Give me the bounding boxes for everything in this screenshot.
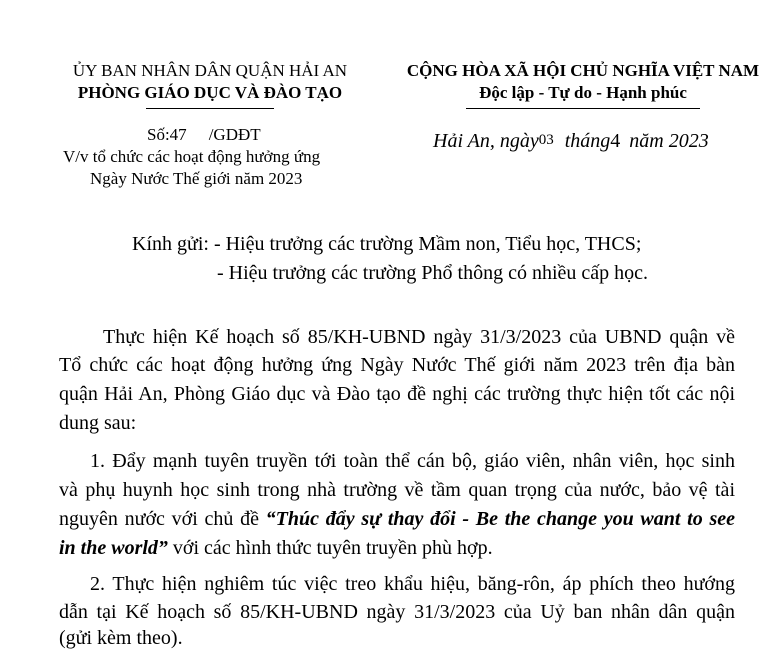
doc-number-prefix: Số:47: [147, 125, 187, 144]
paragraph-2-line-3: [59, 505, 735, 533]
date-year: năm 2023: [629, 130, 709, 152]
authority-name: ỦY BAN NHÂN DÂN QUẬN HẢI AN: [72, 61, 348, 80]
country-name: CỘNG HÒA XÃ HỘI CHỦ NGHĨA VIỆT NAM: [406, 61, 760, 80]
paragraph-2-line-3-text: nguyên nước với chủ đề: [59, 508, 266, 530]
date-place-label: Hải An, ngày: [433, 130, 539, 152]
date-month: 4: [610, 130, 621, 152]
recipients-label: Kính gửi:: [132, 233, 209, 255]
subject-line-2: Ngày Nước Thế giới năm 2023: [90, 169, 303, 188]
campaign-theme-end: in the world”: [59, 537, 168, 559]
subject-line-1: V/v tổ chức các hoạt động hưởng ứng: [63, 147, 321, 166]
paragraph-2-line-1: 1. Đẩy mạnh tuyên truyền tới toàn thể cán bộ, giáo viên, nhân viên, học sinh: [90, 450, 735, 472]
date-month-label: tháng: [564, 130, 611, 152]
national-motto: [393, 60, 773, 104]
paragraph-3-line-3: (gửi kèm theo).: [59, 627, 183, 649]
document-date: [433, 130, 709, 153]
motto: Độc lập - Tự do - Hạnh phúc: [479, 83, 687, 102]
document-number: [147, 125, 261, 145]
department-name: PHÒNG GIÁO DỤC VÀ ĐÀO TẠO: [77, 83, 343, 102]
paragraph-1-line-3: quận Hải An, Phòng Giáo dục và Đào tạo đề nghị các trường thực hiện tốt các nội: [59, 383, 735, 405]
paragraph-2-line-4: [59, 534, 735, 562]
campaign-theme: “Thúc đẩy sự thay đổi - Be the change you want to see: [265, 508, 735, 530]
paragraph-1-line-2: Tổ chức các hoạt động hưởng ứng Ngày Nước Thế giới năm 2023 trên địa bàn: [59, 354, 735, 376]
paragraph-3-line-1: 2. Thực hiện nghiêm túc việc treo khẩu hiệu, băng-rôn, áp phích theo hướng: [90, 573, 735, 595]
paragraph-3-line-2: dẫn tại Kế hoạch số 85/KH-UBND ngày 31/3/2023 của Uỷ ban nhân dân quận: [59, 601, 735, 623]
doc-number-suffix: /GDĐT: [208, 125, 261, 144]
paragraph-2-line-4-text: với các hình thức tuyên truyền phù hợp.: [167, 537, 493, 559]
issuing-authority: [55, 60, 365, 104]
recipient-1: - Hiệu trưởng các trường Mầm non, Tiểu học, THCS;: [213, 233, 642, 255]
left-header-underline: [146, 108, 274, 109]
paragraph-1-line-1: Thực hiện Kế hoạch số 85/KH-UBND ngày 31/3/2023 của UBND quận về: [103, 326, 735, 348]
right-header-underline: [466, 108, 700, 109]
paragraph-2-line-2: và phụ huynh học sinh trong nhà trường về tầm quan trọng của nước, bảo vệ tài: [59, 479, 735, 501]
paragraph-1-line-4: dung sau:: [59, 412, 137, 434]
date-day: 03: [538, 132, 554, 148]
recipient-2: - Hiệu trưởng các trường Phổ thông có nhiều cấp học.: [217, 262, 649, 284]
recipients-line-1: [132, 233, 641, 256]
